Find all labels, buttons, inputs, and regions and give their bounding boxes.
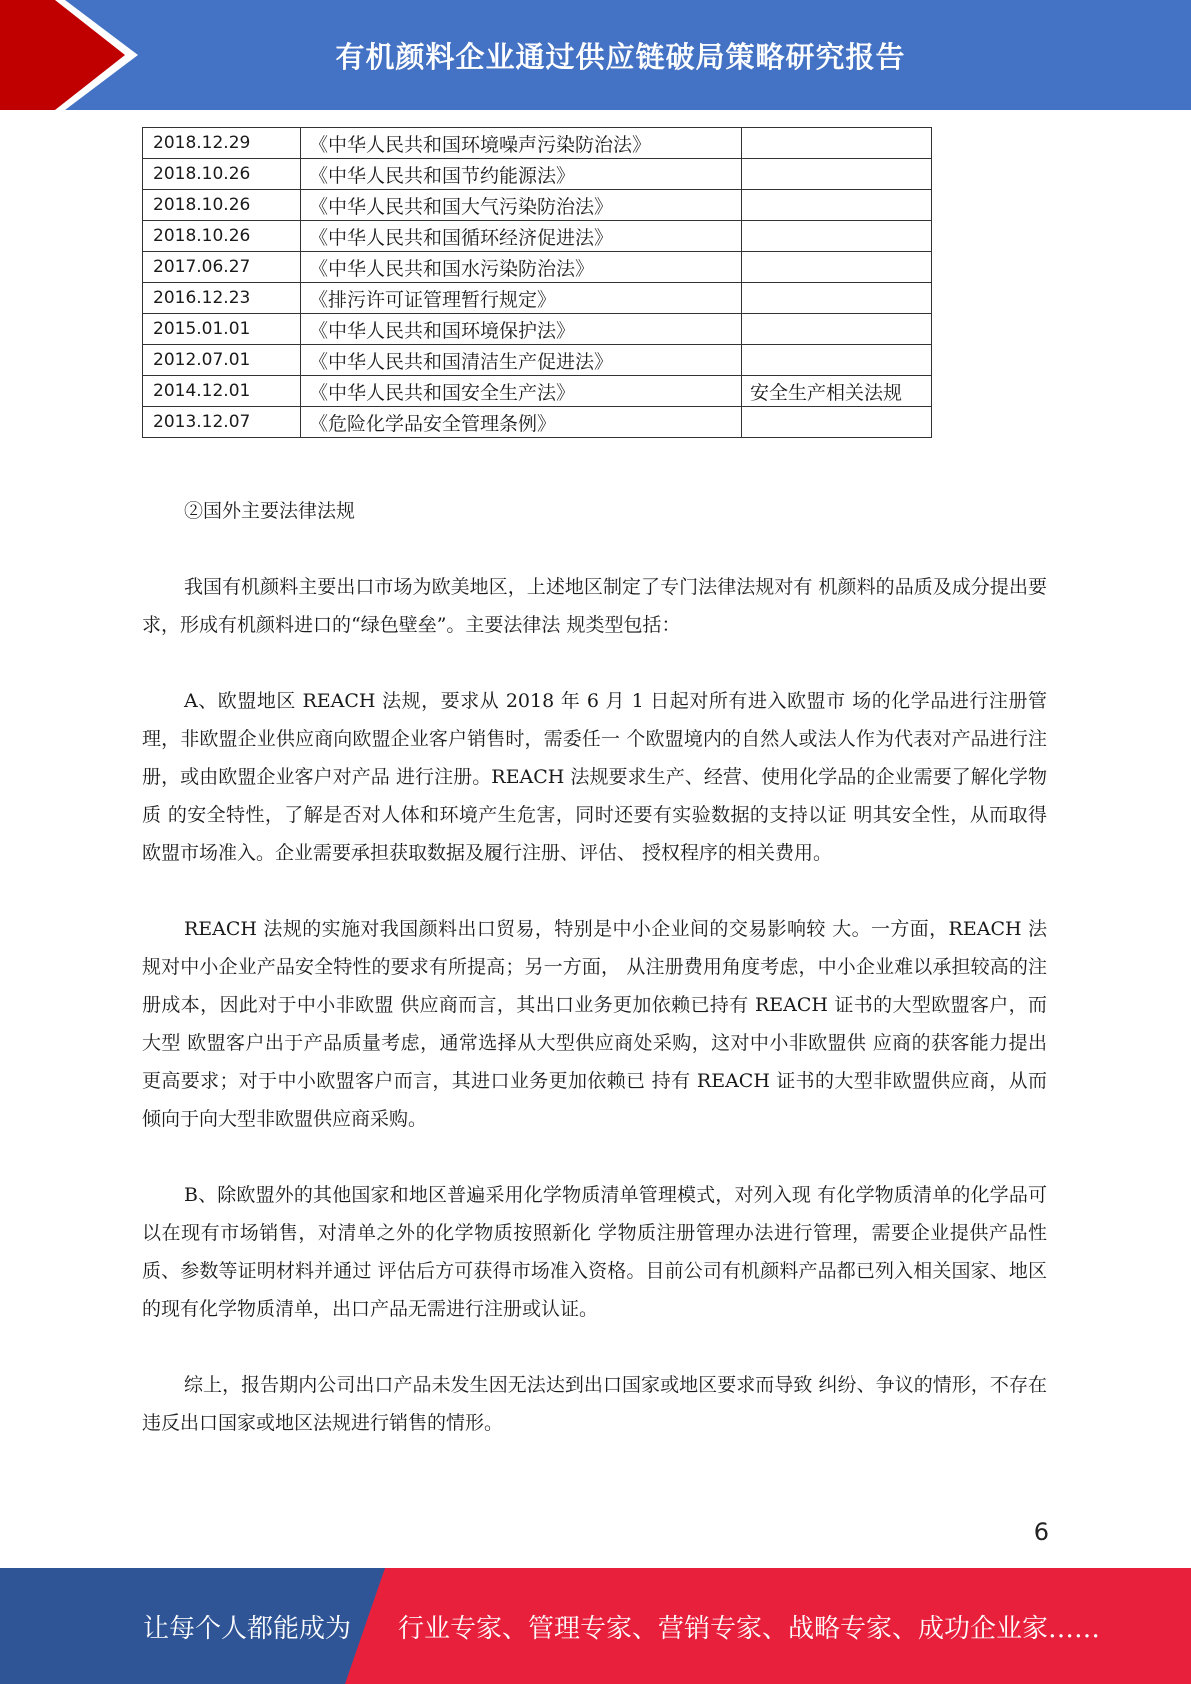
table-row bbox=[143, 376, 932, 407]
cell-date: 2018.12.29 bbox=[143, 128, 301, 159]
footer-slogan-right: 行业专家、管理专家、营销专家、战略专家、成功企业家…… bbox=[398, 1613, 1101, 1644]
cell-law: 《中华人民共和国环境噪声污染防治法》 bbox=[301, 128, 742, 159]
section-subheading: ②国外主要法律法规 bbox=[184, 500, 356, 522]
paragraph-3: REACH 法规的实施对我国颜料出口贸易，特别是中小企业间的交易影响较 大。一方面，REACH 法规对中小企业产品安全特性的要求有所提高；另一方面， 从注册费用角度考虑，中小企业难以承担较高的注册成本，因此对于中小非欧盟 供应商而言，其出口业务更加依赖已持有 REACH 证书的大型欧盟客户，而大型 欧盟客户出于产品质量考虑，通常选择从大型供应商处采购，这对中小非欧盟供 应商的获客能力提出更高要求；对于中小欧盟客户而言，其进口业务更加依赖已 持有 REACH 证书的大型非欧盟供应商，从而倾向于向大型非欧盟供应商采购。 bbox=[142, 918, 1047, 1130]
paragraph-4: B、除欧盟外的其他国家和地区普遍采用化学物质清单管理模式，对列入现 有化学物质清单的化学品可以在现有市场销售，对清单之外的化学物质按照新化 学物质注册管理办法进行管理，需要企业提供产品性质、参数等证明材料并通过 评估后方可获得市场准入资格。目前公司有机颜料产品都已列入相关国家、地区 的现有化学物质清单，出口产品无需进行注册或认证。 bbox=[142, 1184, 1047, 1320]
table-row bbox=[143, 128, 932, 159]
paragraph-5: 综上，报告期内公司出口产品未发生因无法达到出口国家或地区要求而导致 纠纷、争议的情形，不存在违反出口国家或地区法规进行销售的情形。 bbox=[142, 1374, 1047, 1434]
body-content bbox=[142, 492, 1047, 1480]
cell-law: 《中华人民共和国清洁生产促进法》 bbox=[301, 345, 742, 376]
cell-category: 安全生产相关法规 bbox=[742, 376, 932, 407]
cell-law: 《中华人民共和国大气污染防治法》 bbox=[301, 190, 742, 221]
cell-law: 《危险化学品安全管理条例》 bbox=[301, 407, 742, 438]
cell-category bbox=[742, 407, 932, 438]
cell-category bbox=[742, 221, 932, 252]
cell-date: 2014.12.01 bbox=[143, 376, 301, 407]
cell-category bbox=[742, 314, 932, 345]
table-row bbox=[143, 283, 932, 314]
cell-law: 《中华人民共和国安全生产法》 bbox=[301, 376, 742, 407]
cell-date: 2017.06.27 bbox=[143, 252, 301, 283]
table-row bbox=[143, 314, 932, 345]
table-row bbox=[143, 252, 932, 283]
cell-date: 2018.10.26 bbox=[143, 221, 301, 252]
report-title: 有机颜料企业通过供应链破局策略研究报告 bbox=[335, 39, 906, 74]
cell-category bbox=[742, 190, 932, 221]
cell-date: 2012.07.01 bbox=[143, 345, 301, 376]
cell-law: 《中华人民共和国环境保护法》 bbox=[301, 314, 742, 345]
page-number: 6 bbox=[1033, 1518, 1049, 1546]
cell-category bbox=[742, 345, 932, 376]
cell-category bbox=[742, 159, 932, 190]
cell-date: 2016.12.23 bbox=[143, 283, 301, 314]
cell-date: 2018.10.26 bbox=[143, 159, 301, 190]
table-row bbox=[143, 159, 932, 190]
cell-date: 2013.12.07 bbox=[143, 407, 301, 438]
cell-law: 《排污许可证管理暂行规定》 bbox=[301, 283, 742, 314]
cell-date: 2015.01.01 bbox=[143, 314, 301, 345]
cell-law: 《中华人民共和国水污染防治法》 bbox=[301, 252, 742, 283]
cell-category bbox=[742, 283, 932, 314]
cell-category bbox=[742, 128, 932, 159]
cell-category bbox=[742, 252, 932, 283]
table-row bbox=[143, 221, 932, 252]
page-header bbox=[0, 0, 1191, 110]
table-row bbox=[143, 190, 932, 221]
table-row bbox=[143, 407, 932, 438]
regulations-table bbox=[142, 127, 932, 438]
cell-law: 《中华人民共和国循环经济促进法》 bbox=[301, 221, 742, 252]
paragraph-1: 我国有机颜料主要出口市场为欧美地区，上述地区制定了专门法律法规对有 机颜料的品质及成分提出要求，形成有机颜料进口的“绿色壁垒”。主要法律法 规类型包括： bbox=[142, 576, 1047, 636]
footer-slogan-left: 让每个人都能成为 bbox=[143, 1613, 352, 1644]
cell-law: 《中华人民共和国节约能源法》 bbox=[301, 159, 742, 190]
header-chevron-icon bbox=[0, 0, 160, 110]
cell-date: 2018.10.26 bbox=[143, 190, 301, 221]
table-row bbox=[143, 345, 932, 376]
paragraph-2: A、欧盟地区 REACH 法规，要求从 2018 年 6 月 1 日起对所有进入欧盟市 场的化学品进行注册管理，非欧盟企业供应商向欧盟企业客户销售时，需委任一 个欧盟境内的自然人或法人作为代表对产品进行注册，或由欧盟企业客户对产品 进行注册。REACH 法规要求生产、经营、使用化学品的企业需要了解化学物质 的安全特性，了解是否对人体和环境产生危害，同时还要有实验数据的支持以证 明其安全性，从而取得欧盟市场准入。企业需要承担获取数据及履行注册、评估、 授权程序的相关费用。 bbox=[142, 690, 1047, 864]
page-footer bbox=[0, 1568, 1191, 1684]
